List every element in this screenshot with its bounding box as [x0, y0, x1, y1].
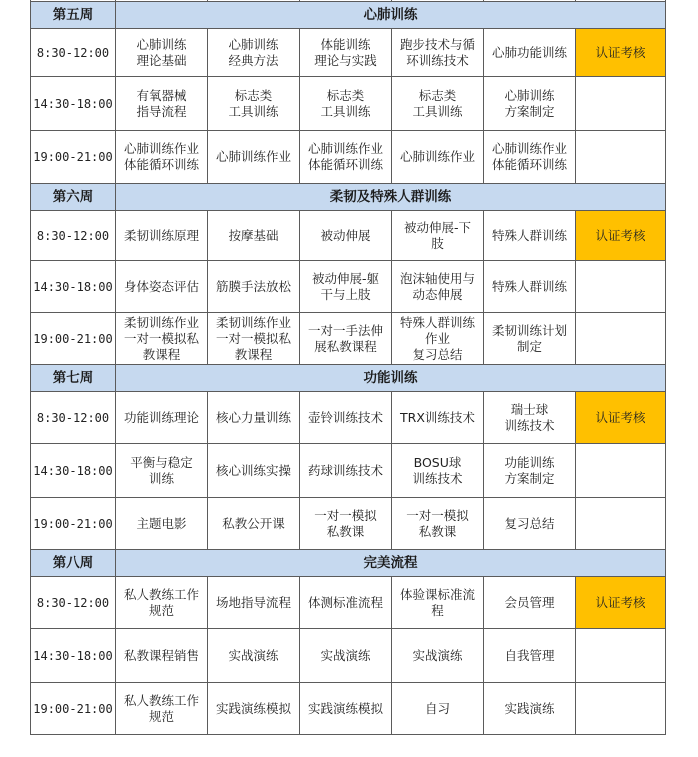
time-slot: 19:00-21:00 — [31, 313, 116, 365]
course-cell: 特殊人群训练 — [484, 211, 576, 261]
course-cell: 被动伸展-下 肢 — [392, 211, 484, 261]
schedule-row — [31, 498, 666, 550]
course-cell: 被动伸展 — [300, 211, 392, 261]
time-slot: 19:00-21:00 — [31, 683, 116, 735]
course-cell: 私人教练工作 规范 — [116, 577, 208, 629]
time-slot: 14:30-18:00 — [31, 77, 116, 131]
week-label: 第七周 — [31, 365, 116, 392]
course-cell: 瑞士球 训练技术 — [484, 392, 576, 444]
schedule-sheet — [30, 0, 666, 735]
course-cell: 标志类 工具训练 — [392, 77, 484, 131]
course-cell: 心肺训练作业 体能循环训练 — [484, 131, 576, 184]
course-cell: 心肺训练 方案制定 — [484, 77, 576, 131]
time-slot: 8:30-12:00 — [31, 577, 116, 629]
course-cell: 心肺训练作业 体能循环训练 — [300, 131, 392, 184]
course-cell: 场地指导流程 — [208, 577, 300, 629]
course-cell: 柔韧训练作业 一对一模拟私 教课程 — [208, 313, 300, 365]
course-cell: BOSU球 训练技术 — [392, 444, 484, 498]
schedule-row — [31, 392, 666, 444]
week-theme: 柔韧及特殊人群训练 — [116, 184, 666, 211]
course-cell: 体验课标准流 程 — [392, 577, 484, 629]
course-cell: 体能训练 理论与实践 — [300, 29, 392, 77]
course-cell: 会员管理 — [484, 577, 576, 629]
schedule-row — [31, 683, 666, 735]
certification-cell: 认证考核 — [576, 29, 666, 77]
course-cell: 功能训练理论 — [116, 392, 208, 444]
schedule-body — [31, 0, 666, 735]
course-cell: 一对一手法伸 展私教课程 — [300, 313, 392, 365]
course-cell: 标志类 工具训练 — [208, 77, 300, 131]
course-cell: 私教公开课 — [208, 498, 300, 550]
schedule-row — [31, 261, 666, 313]
course-cell: 壶铃训练技术 — [300, 392, 392, 444]
schedule-row — [31, 629, 666, 683]
course-cell: 核心力量训练 — [208, 392, 300, 444]
course-cell: 一对一模拟 私教课 — [300, 498, 392, 550]
week-theme: 心肺训练 — [116, 2, 666, 29]
empty-cell — [576, 261, 666, 313]
empty-cell — [576, 313, 666, 365]
course-cell: 心肺训练作业 — [392, 131, 484, 184]
course-cell: TRX训练技术 — [392, 392, 484, 444]
course-cell: 筋膜手法放松 — [208, 261, 300, 313]
course-cell: 实践演练 — [484, 683, 576, 735]
course-cell: 柔韧训练作业 一对一模拟私 教课程 — [116, 313, 208, 365]
training-schedule-table — [30, 0, 666, 735]
course-cell: 身体姿态评估 — [116, 261, 208, 313]
schedule-row — [31, 313, 666, 365]
time-slot: 14:30-18:00 — [31, 444, 116, 498]
certification-cell: 认证考核 — [576, 577, 666, 629]
certification-cell: 认证考核 — [576, 211, 666, 261]
time-slot: 8:30-12:00 — [31, 211, 116, 261]
certification-cell: 认证考核 — [576, 392, 666, 444]
week-header-row — [31, 365, 666, 392]
course-cell: 有氧器械 指导流程 — [116, 77, 208, 131]
week-label: 第六周 — [31, 184, 116, 211]
time-slot: 19:00-21:00 — [31, 498, 116, 550]
empty-cell — [576, 77, 666, 131]
course-cell: 功能训练 方案制定 — [484, 444, 576, 498]
empty-cell — [576, 498, 666, 550]
week-header-row — [31, 2, 666, 29]
schedule-row — [31, 77, 666, 131]
course-cell: 私人教练工作 规范 — [116, 683, 208, 735]
course-cell: 私教课程销售 — [116, 629, 208, 683]
week-theme: 完美流程 — [116, 550, 666, 577]
time-slot: 8:30-12:00 — [31, 392, 116, 444]
course-cell: 实战演练 — [208, 629, 300, 683]
time-slot: 19:00-21:00 — [31, 131, 116, 184]
time-slot: 14:30-18:00 — [31, 629, 116, 683]
course-cell: 跑步技术与循 环训练技术 — [392, 29, 484, 77]
course-cell: 主题电影 — [116, 498, 208, 550]
schedule-row — [31, 29, 666, 77]
empty-cell — [576, 444, 666, 498]
week-header-row — [31, 550, 666, 577]
course-cell: 特殊人群训练 — [484, 261, 576, 313]
week-label: 第八周 — [31, 550, 116, 577]
course-cell: 按摩基础 — [208, 211, 300, 261]
course-cell: 被动伸展-躯 干与上肢 — [300, 261, 392, 313]
week-label: 第五周 — [31, 2, 116, 29]
course-cell: 实践演练模拟 — [300, 683, 392, 735]
course-cell: 心肺训练作业 体能循环训练 — [116, 131, 208, 184]
course-cell: 平衡与稳定 训练 — [116, 444, 208, 498]
schedule-row — [31, 211, 666, 261]
course-cell: 柔韧训练计划 制定 — [484, 313, 576, 365]
course-cell: 体测标准流程 — [300, 577, 392, 629]
course-cell: 泡沫轴使用与 动态伸展 — [392, 261, 484, 313]
time-slot: 14:30-18:00 — [31, 261, 116, 313]
course-cell: 心肺训练作业 — [208, 131, 300, 184]
course-cell: 核心训练实操 — [208, 444, 300, 498]
course-cell: 实践演练模拟 — [208, 683, 300, 735]
schedule-row — [31, 131, 666, 184]
empty-cell — [576, 629, 666, 683]
time-slot: 8:30-12:00 — [31, 29, 116, 77]
course-cell: 标志类 工具训练 — [300, 77, 392, 131]
schedule-row — [31, 444, 666, 498]
empty-cell — [576, 683, 666, 735]
course-cell: 实战演练 — [392, 629, 484, 683]
schedule-row — [31, 577, 666, 629]
week-header-row — [31, 184, 666, 211]
course-cell: 柔韧训练原理 — [116, 211, 208, 261]
course-cell: 一对一模拟 私教课 — [392, 498, 484, 550]
course-cell: 心肺功能训练 — [484, 29, 576, 77]
empty-cell — [576, 131, 666, 184]
course-cell: 自习 — [392, 683, 484, 735]
course-cell: 特殊人群训练 作业 复习总结 — [392, 313, 484, 365]
course-cell: 心肺训练 理论基础 — [116, 29, 208, 77]
course-cell: 药球训练技术 — [300, 444, 392, 498]
course-cell: 实战演练 — [300, 629, 392, 683]
week-theme: 功能训练 — [116, 365, 666, 392]
course-cell: 心肺训练 经典方法 — [208, 29, 300, 77]
course-cell: 复习总结 — [484, 498, 576, 550]
course-cell: 自我管理 — [484, 629, 576, 683]
